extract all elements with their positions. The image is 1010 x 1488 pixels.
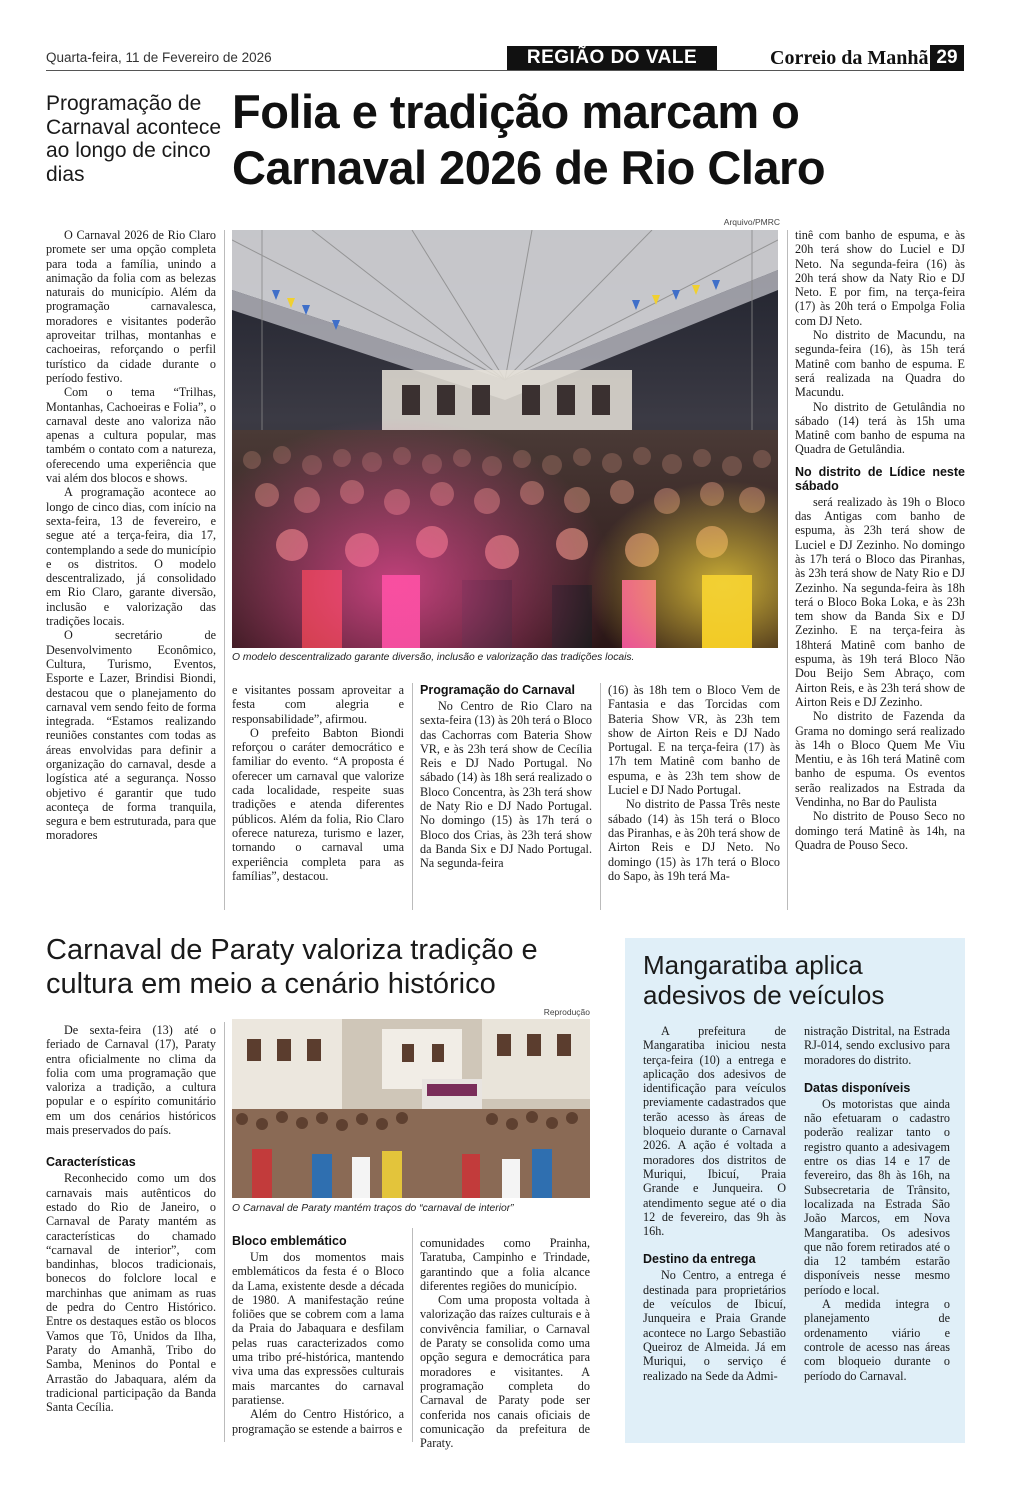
paragraph: No Centro, a entrega é destinada para proprietários de veículos de Ibicuí, Junqueira e Praia Grande acontece no Largo Sebastião Queiroz de Almeida. Já em Muriqui, o serviço é realizado na Sede da Admi- — [643, 1268, 786, 1383]
paragraph: No distrito de Passa Três neste sábado (14) às 15h terá o Bloco das Piranhas, e às 20h terá show de Airton Reis e DJ Neto. No domingo (15) às 17h terá o Bloco do Sapo, às 19h terá Ma- — [608, 797, 780, 883]
article3-column-2 — [804, 1024, 950, 1383]
paragraph: No Centro de Rio Claro na sexta-feira (13) às 20h terá o Bloco das Cachorras com Bateria Show VR, e às 23h terá show de Cecília Reis e DJ Nado Portugal. No sábado (14) às 18h será realizado o Bloco Concentra, às 23h terá show de Naty Rio e DJ Nado Portugal. No domingo (15) às 17h terá o Bloco dos Crias, às 23h terá show da Banda Six e DJ Nado Portugal. Na segunda-feira — [420, 699, 592, 871]
column-divider — [600, 683, 601, 910]
paragraph: nistração Distrital, na Estrada RJ-014, sendo exclusivo para moradores do distrito. — [804, 1024, 950, 1067]
paragraph: A medida integra o planejamento de ordenamento viário e controle de acesso nas áreas com bloqueio durante o período do Carnaval. — [804, 1297, 950, 1383]
newspaper-logo: Correio da Manhã — [770, 47, 929, 69]
paragraph: tinê com banho de espuma, e às 20h terá show do Luciel e DJ Neto. Na segunda-feira (16) às 20h terá show da Naty Rio e DJ Neto. E por fim, na terça-feira (17) às 20h terá o Empolga Folia com DJ Neto. — [795, 228, 965, 328]
article2-column-2 — [232, 1228, 404, 1436]
paragraph: De sexta-feira (13) até o feriado de Carnaval (17), Paraty entra oficialmente no clima da folia com uma programação que valoriza a tradição, a cultura popular e o espírito comunitário em um dos cenários históricos mais preservados do país. — [46, 1023, 216, 1138]
paragraph: No distrito de Pouso Seco no domingo terá Matinê às 14h, na Quadra de Pouso Seco. — [795, 809, 965, 852]
column-divider — [412, 683, 413, 910]
paragraph: Com o tema “Trilhas, Montanhas, Cachoeiras e Folia”, o carnaval deste ano valoriza não apenas a cultura popular, mas também o contato com a natureza, oferecendo uma experiência que vai além dos blocos e shows. — [46, 385, 216, 486]
paragraph: No distrito de Getulândia no sábado (14) terá às 15h uma Matinê com banho de espuma na Quadra de Getulândia. — [795, 399, 965, 457]
article2-photo-caption: O Carnaval de Paraty mantém traços do “carnaval de interior” — [232, 1203, 514, 1214]
paragraph: será realizado às 19h o Bloco das Antigas com banho de espuma, às 23h terá show de Luciel e DJ Zezinho. No domingo às 17h terá o Bloco das Piranhas, às 23h terá show de Naty Rio e DJ Zezinho. Na segunda-feira às 18h terá o Bloco Boka Loka, e às 23h tem show da Banda Six e DJ Zezinho. E na terça-feira às 18hterá Matinê com banho de espuma, às 19h terá Bloco Não Dou Beijo Sem Abraço, com Airton Reis, e às 23h terá show de Airton Reis e DJ Zezinho. — [795, 494, 965, 709]
article1-headline: Folia e tradição marcam o Carnaval 2026 de Rio Claro — [232, 85, 826, 194]
subheading: Bloco emblemático — [232, 1234, 347, 1248]
column-divider — [224, 230, 225, 910]
subheading: Destino da entrega — [643, 1252, 756, 1267]
subheading: Programação do Carnaval — [420, 683, 575, 697]
paragraph: O Carnaval 2026 de Rio Claro promete ser uma opção completa para toda a família, unindo a animação da folia com as belezas naturais do município. Além da programação carnavalesca, moradores e visitantes poderão aproveitar trilhas, montanhas e cachoeiras, reforçando o perfil turístico da cidade durante o período festivo. — [46, 228, 216, 385]
subheading: Datas disponíveis — [804, 1080, 911, 1095]
article1-photo-caption: O modelo descentralizado garante diversão, inclusão e valorização das tradições locais. — [232, 652, 635, 663]
header-rule — [46, 70, 962, 71]
article2-column-3 — [420, 1236, 590, 1450]
issue-date: Quarta-feira, 11 de Fevereiro de 2026 — [46, 50, 272, 65]
paragraph: A prefeitura de Mangaratiba iniciou nesta terça-feira (10) a entrega e aplicação dos adesivos de identificação para veículos previamente cadastrados que terão acesso às áreas de bloqueio durante o Carnaval 2026. A ação é voltada a moradores dos distritos de Muriqui, Ibicuí, Praia Grande e Junqueira. O atendimento segue até o dia 12 de fevereiro, das 9h às 16h. — [643, 1024, 786, 1239]
article3-headline: Mangaratiba aplica adesivos de veículos — [643, 950, 885, 1010]
article2-column-1 — [46, 1023, 216, 1414]
section-label: REGIÃO DO VALE — [507, 46, 717, 70]
paragraph: O prefeito Babton Biondi reforçou o caráter democrático e familiar do evento. “A proposta é oferecer um carnaval que valorize cada localidade, respeite suas tradições e atenda diferentes públicos. Além da folia, Rio Claro oferece natureza, turismo e lazer, tornando o carnaval uma experiência completa para as famílias”, destacou. — [232, 725, 404, 883]
paragraph: Os motoristas que ainda não efetuaram o cadastro poderão realizar tanto o registro quanto a adesivagem entre os dias 14 e 17 de fevereiro, das 8h às 16h, na Subsecretaria de Trânsito, localizada na Estrada São João Marcos, em Nova Mangaratiba. Os adesivos que não forem retirados até o dia 12 também estarão disponíveis nesse mesmo período e local. — [804, 1096, 950, 1297]
article1-column-5 — [795, 228, 965, 852]
column-divider — [412, 1228, 413, 1442]
article2-photo-credit: Reprodução — [543, 1007, 590, 1017]
paragraph: O secretário de Desenvolvimento Econômico, Cultura, Turismo, Eventos, Esporte e Lazer, Brindisi Biondi, destacou que o planejamento do carnaval vem sendo feito de forma integrada. “Estamos realizando reuniões constantes com todas as áreas envolvidas para definir a organização do carnaval, desde a logística até a segurança. Nosso objetivo é garantir que tudo aconteça de forma tranquila, segura e bem estruturada, para que moradores — [46, 628, 216, 843]
paragraph: Com uma proposta voltada à valorização das raízes culturais e à convivência familiar, o Carnaval de Paraty se consolida como uma opção segura e democrática para moradores e visitantes. A programação completa do Carnaval de Paraty pode ser conferida nos canais oficiais de comunicação da prefeitura de Paraty. — [420, 1293, 590, 1451]
paragraph: e visitantes possam aproveitar a festa com alegria e responsabilidade”, afirmou. — [232, 683, 404, 726]
column-divider — [787, 230, 788, 910]
paragraph: A programação acontece ao longo de cinco dias, com início na sexta-feira, 13 de fevereiro, e segue até a terça-feira, dia 17, contemplando a sede do município e os distritos. O modelo descentralizado, já consolidado em Rio Claro, garante diversão, inclusão e valorização das tradições locais. — [46, 485, 216, 629]
article1-column-2 — [232, 683, 404, 883]
paragraph: Além do Centro Histórico, a programação se estende a bairros e — [232, 1407, 404, 1436]
page-number: 29 — [930, 45, 964, 71]
column-divider — [224, 1022, 225, 1442]
article1-column-3 — [420, 683, 592, 871]
street-carnival-photo — [232, 1019, 590, 1198]
article3-column-1 — [643, 1024, 786, 1383]
paragraph: No distrito de Fazenda da Grama no domingo será realizado às 14h o Bloco Quem Me Viu Mentiu, e às 16h terá Matinê com banho de espuma. Os eventos serão realizados na Estrada da Vendinha, no Bar do Paulista — [795, 709, 965, 809]
crowd-under-tent-photo — [232, 230, 778, 648]
article1-column-1 — [46, 228, 216, 843]
subheading: Características — [46, 1155, 136, 1170]
article1-kicker: Programação de Carnaval acontece ao longo de cinco dias — [46, 92, 222, 186]
paragraph: (16) às 18h tem o Bloco Vem de Fantasia e das Torcidas com Bateria Show VR, às 23h tem show de Airton Reis e DJ Nado Portugal. E na terça-feira (17) às 17h tem Matinê com banho de espuma, e às 23h tem show de Luciel e DJ Nado Portugal. — [608, 683, 780, 798]
article1-column-4 — [608, 683, 780, 883]
paragraph: No distrito de Macundu, na segunda-feira (16), às 15h terá Matinê com banho de espuma. E será realizada na Quadra do Macundu. — [795, 328, 965, 400]
article1-photo-credit: Arquivo/PMRC — [723, 217, 780, 227]
paragraph: Um dos momentos mais emblemáticos da festa é o Bloco da Lama, existente desde a década de 1980. A manifestação reúne foliões que se cobrem com a lama da Praia do Jabaquara e desfilam pelas ruas caracterizados como uma tribo pré-histórica, mantendo viva uma das expressões culturais mais marcantes do carnaval paratiense. — [232, 1250, 404, 1407]
subheading: No distrito de Lídice neste sábado — [795, 464, 965, 493]
paragraph: Reconhecido como um dos carnavais mais autênticos do estado do Rio de Janeiro, o Carnaval de Paraty mantém as características do chamado “carnaval de interior”, com bandinhas, blocos tradicionais, bonecos do folclore local e marchinhas que animam as ruas de pedra do Centro Histórico. Entre os destaques estão os blocos Vamos que Tô, Unidos da Ilha, Paraty do Amanhã, Tribo do Samba, Meninos do Pontal e Arrastão do Jabaquara, além da tradicional participação da Banda Santa Cecília. — [46, 1171, 216, 1415]
article2-headline: Carnaval de Paraty valoriza tradição e cultura em meio a cenário histórico — [46, 934, 538, 1000]
paragraph: comunidades como Prainha, Taratuba, Campinho e Trindade, garantindo que a folia alcance diferentes regiões do município. — [420, 1236, 590, 1293]
